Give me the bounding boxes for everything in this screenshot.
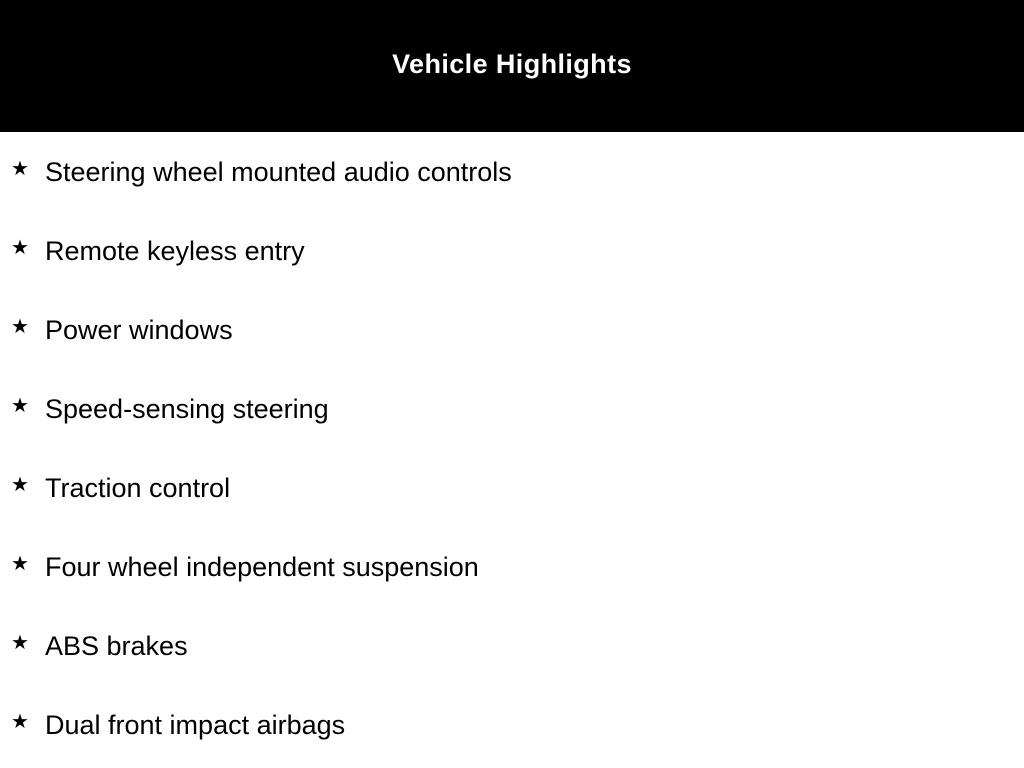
page-title: Vehicle Highlights [392, 48, 632, 79]
star-icon: ★ [11, 156, 29, 180]
list-item [0, 290, 1024, 369]
list-item [0, 369, 1024, 448]
highlight-label: ABS brakes [45, 631, 188, 661]
star-icon: ★ [11, 551, 29, 575]
star-icon: ★ [11, 709, 29, 733]
list-item [0, 527, 1024, 606]
highlight-label: Remote keyless entry [45, 236, 305, 266]
list-item [0, 132, 1024, 211]
highlight-label: Traction control [45, 473, 231, 503]
star-icon: ★ [11, 472, 29, 496]
highlight-label: Power windows [45, 315, 233, 345]
list-item [0, 448, 1024, 527]
highlight-label: Steering wheel mounted audio controls [45, 157, 512, 187]
star-icon: ★ [11, 314, 29, 338]
list-item [0, 211, 1024, 290]
highlight-label: Speed-sensing steering [45, 394, 329, 424]
star-icon: ★ [11, 393, 29, 417]
star-icon: ★ [11, 235, 29, 259]
header-bar [0, 0, 1024, 132]
highlight-label: Four wheel independent suspension [45, 552, 479, 582]
list-item [0, 685, 1024, 764]
star-icon: ★ [11, 630, 29, 654]
highlight-label: Dual front impact airbags [45, 710, 346, 740]
list-item [0, 606, 1024, 685]
highlights-list [0, 132, 1024, 764]
